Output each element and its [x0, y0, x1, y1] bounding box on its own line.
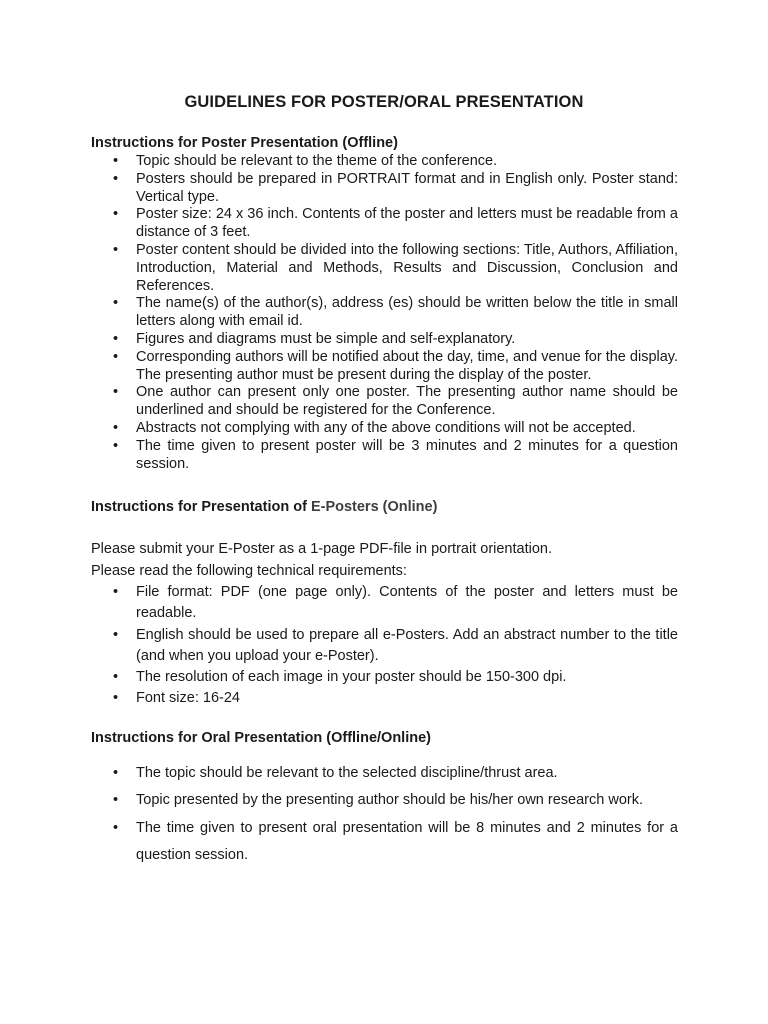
list-item: • The name(s) of the author(s), address (es) should be written below the title in small letters along with email id.	[91, 295, 678, 331]
list-item: • The resolution of each image in your poster should be 150-300 dpi.	[91, 667, 678, 688]
list-item: • Figures and diagrams must be simple and self-explanatory.	[91, 331, 678, 349]
eposter-intro-1: Please submit your E-Poster as a 1-page PDF-file in portrait orientation.	[91, 541, 552, 557]
list-item: • File format: PDF (one page only). Contents of the poster and letters must be readable.	[91, 582, 678, 625]
list-item: • The topic should be relevant to the selected discipline/thrust area.	[91, 760, 678, 787]
page-title: GUIDELINES FOR POSTER/ORAL PRESENTATION	[184, 93, 584, 111]
oral-heading: Instructions for Oral Presentation (Offline/Online)	[91, 730, 431, 746]
list-item: • Topic should be relevant to the theme of the conference.	[91, 153, 678, 171]
list-item: • Corresponding authors will be notified about the day, time, and venue for the display. The presenting author must be present during the display of the poster.	[91, 349, 678, 385]
list-item: • Abstracts not complying with any of the above conditions will not be accepted.	[91, 420, 678, 438]
poster-offline-heading: Instructions for Poster Presentation (Offline)	[91, 135, 398, 151]
list-item: • Font size: 16-24	[91, 688, 678, 709]
oral-list	[91, 760, 678, 869]
eposter-intro-2: Please read the following technical requirements:	[91, 563, 407, 579]
list-item: • Posters should be prepared in PORTRAIT format and in English only. Poster stand: Vertical type.	[91, 171, 678, 207]
list-item: • One author can present only one poster. The presenting author name should be underlined and should be registered for the Conference.	[91, 384, 678, 420]
eposter-online-list	[91, 582, 678, 710]
list-item: • Topic presented by the presenting author should be his/her own research work.	[91, 787, 678, 814]
poster-offline-list	[91, 153, 678, 473]
list-item: • The time given to present poster will be 3 minutes and 2 minutes for a question session.	[91, 438, 678, 474]
eposter-heading-prefix: Instructions for Presentation of	[91, 499, 311, 515]
list-item: • Poster content should be divided into the following sections: Title, Authors, Affiliation, Introduction, Material and Methods, Results and Discussion, Conclusion and References.	[91, 242, 678, 295]
list-item: • The time given to present oral presentation will be 8 minutes and 2 minutes for a question session.	[91, 815, 678, 870]
list-item: • Poster size: 24 x 36 inch. Contents of the poster and letters must be readable from a distance of 3 feet.	[91, 206, 678, 242]
eposter-heading-accent: E-Posters (Online)	[310, 499, 438, 515]
list-item: • English should be used to prepare all e-Posters. Add an abstract number to the title (and when you upload your e-Poster).	[91, 625, 678, 668]
eposter-online-heading	[91, 499, 437, 515]
